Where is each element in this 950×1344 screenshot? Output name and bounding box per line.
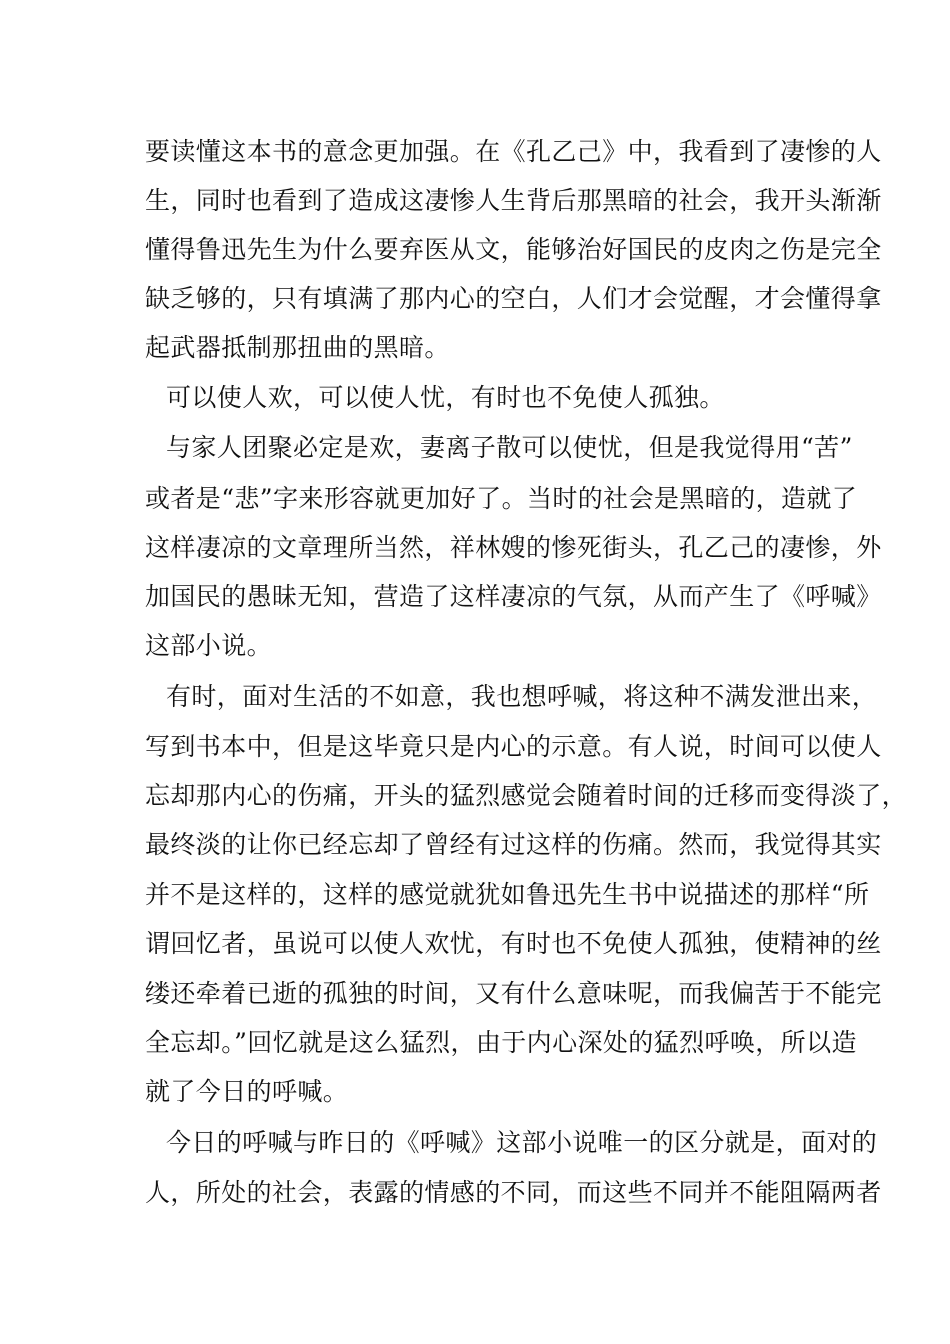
text-line: 起武器抵制那扭曲的黑暗。	[145, 333, 450, 362]
text-line: 并不是这样的，这样的感觉就犹如鲁迅先生书中说描述的那样“所	[145, 880, 870, 909]
text-line: 今日的呼喊与昨日的《呼喊》这部小说唯一的区分就是，面对的	[166, 1128, 878, 1157]
text-line: 生，同时也看到了造成这凄惨人生背后那黑暗的社会，我开头渐渐	[145, 186, 882, 215]
text-line: 要读懂这本书的意念更加强。在《孔乙己》中，我看到了凄惨的人	[145, 137, 882, 166]
text-line: 或者是“悲”字来形容就更加好了。当时的社会是黑暗的，造就了	[145, 484, 858, 513]
text-line: 全忘却。”回忆就是这么猛烈，由于内心深处的猛烈呼唤，所以造	[145, 1028, 857, 1057]
text-line: 谓回忆者，虽说可以使人欢忧，有时也不免使人孤独，使精神的丝	[145, 929, 882, 958]
text-line: 缕还牵着已逝的孤独的时间，又有什么意味呢，而我偏苦于不能完	[145, 979, 882, 1008]
text-line: 加国民的愚昧无知，营造了这样凄凉的气氛，从而产生了《呼喊》	[145, 582, 882, 611]
text-line: 忘却那内心的伤痛，开头的猛烈感觉会随着时间的迁移而变得淡了，	[145, 781, 908, 810]
text-line: 写到书本中，但是这毕竟只是内心的示意。有人说，时间可以使人	[145, 732, 882, 761]
text-line: 懂得鲁迅先生为什么要弃医从文，能够治好国民的皮肉之伤是完全	[145, 235, 882, 264]
text-line: 这样凄凉的文章理所当然，祥林嫂的惨死街头，孔乙己的凄惨，外	[145, 533, 882, 562]
text-line: 人，所处的社会，表露的情感的不同，而这些不同并不能阻隔两者	[145, 1178, 882, 1207]
text-line: 有时，面对生活的不如意，我也想呼喊，将这种不满发泄出来，	[166, 682, 878, 711]
text-line: 缺乏够的，只有填满了那内心的空白，人们才会觉醒，才会懂得拿	[145, 284, 882, 313]
text-line: 可以使人欢，可以使人忧，有时也不免使人孤独。	[166, 383, 725, 412]
text-line: 与家人团聚必定是欢，妻离子散可以使忧，但是我觉得用“苦”	[166, 433, 853, 462]
text-line: 最终淡的让你已经忘却了曾经有过这样的伤痛。然而，我觉得其实	[145, 830, 882, 859]
text-line: 就了今日的呼喊。	[145, 1077, 349, 1106]
text-line: 这部小说。	[145, 631, 273, 660]
